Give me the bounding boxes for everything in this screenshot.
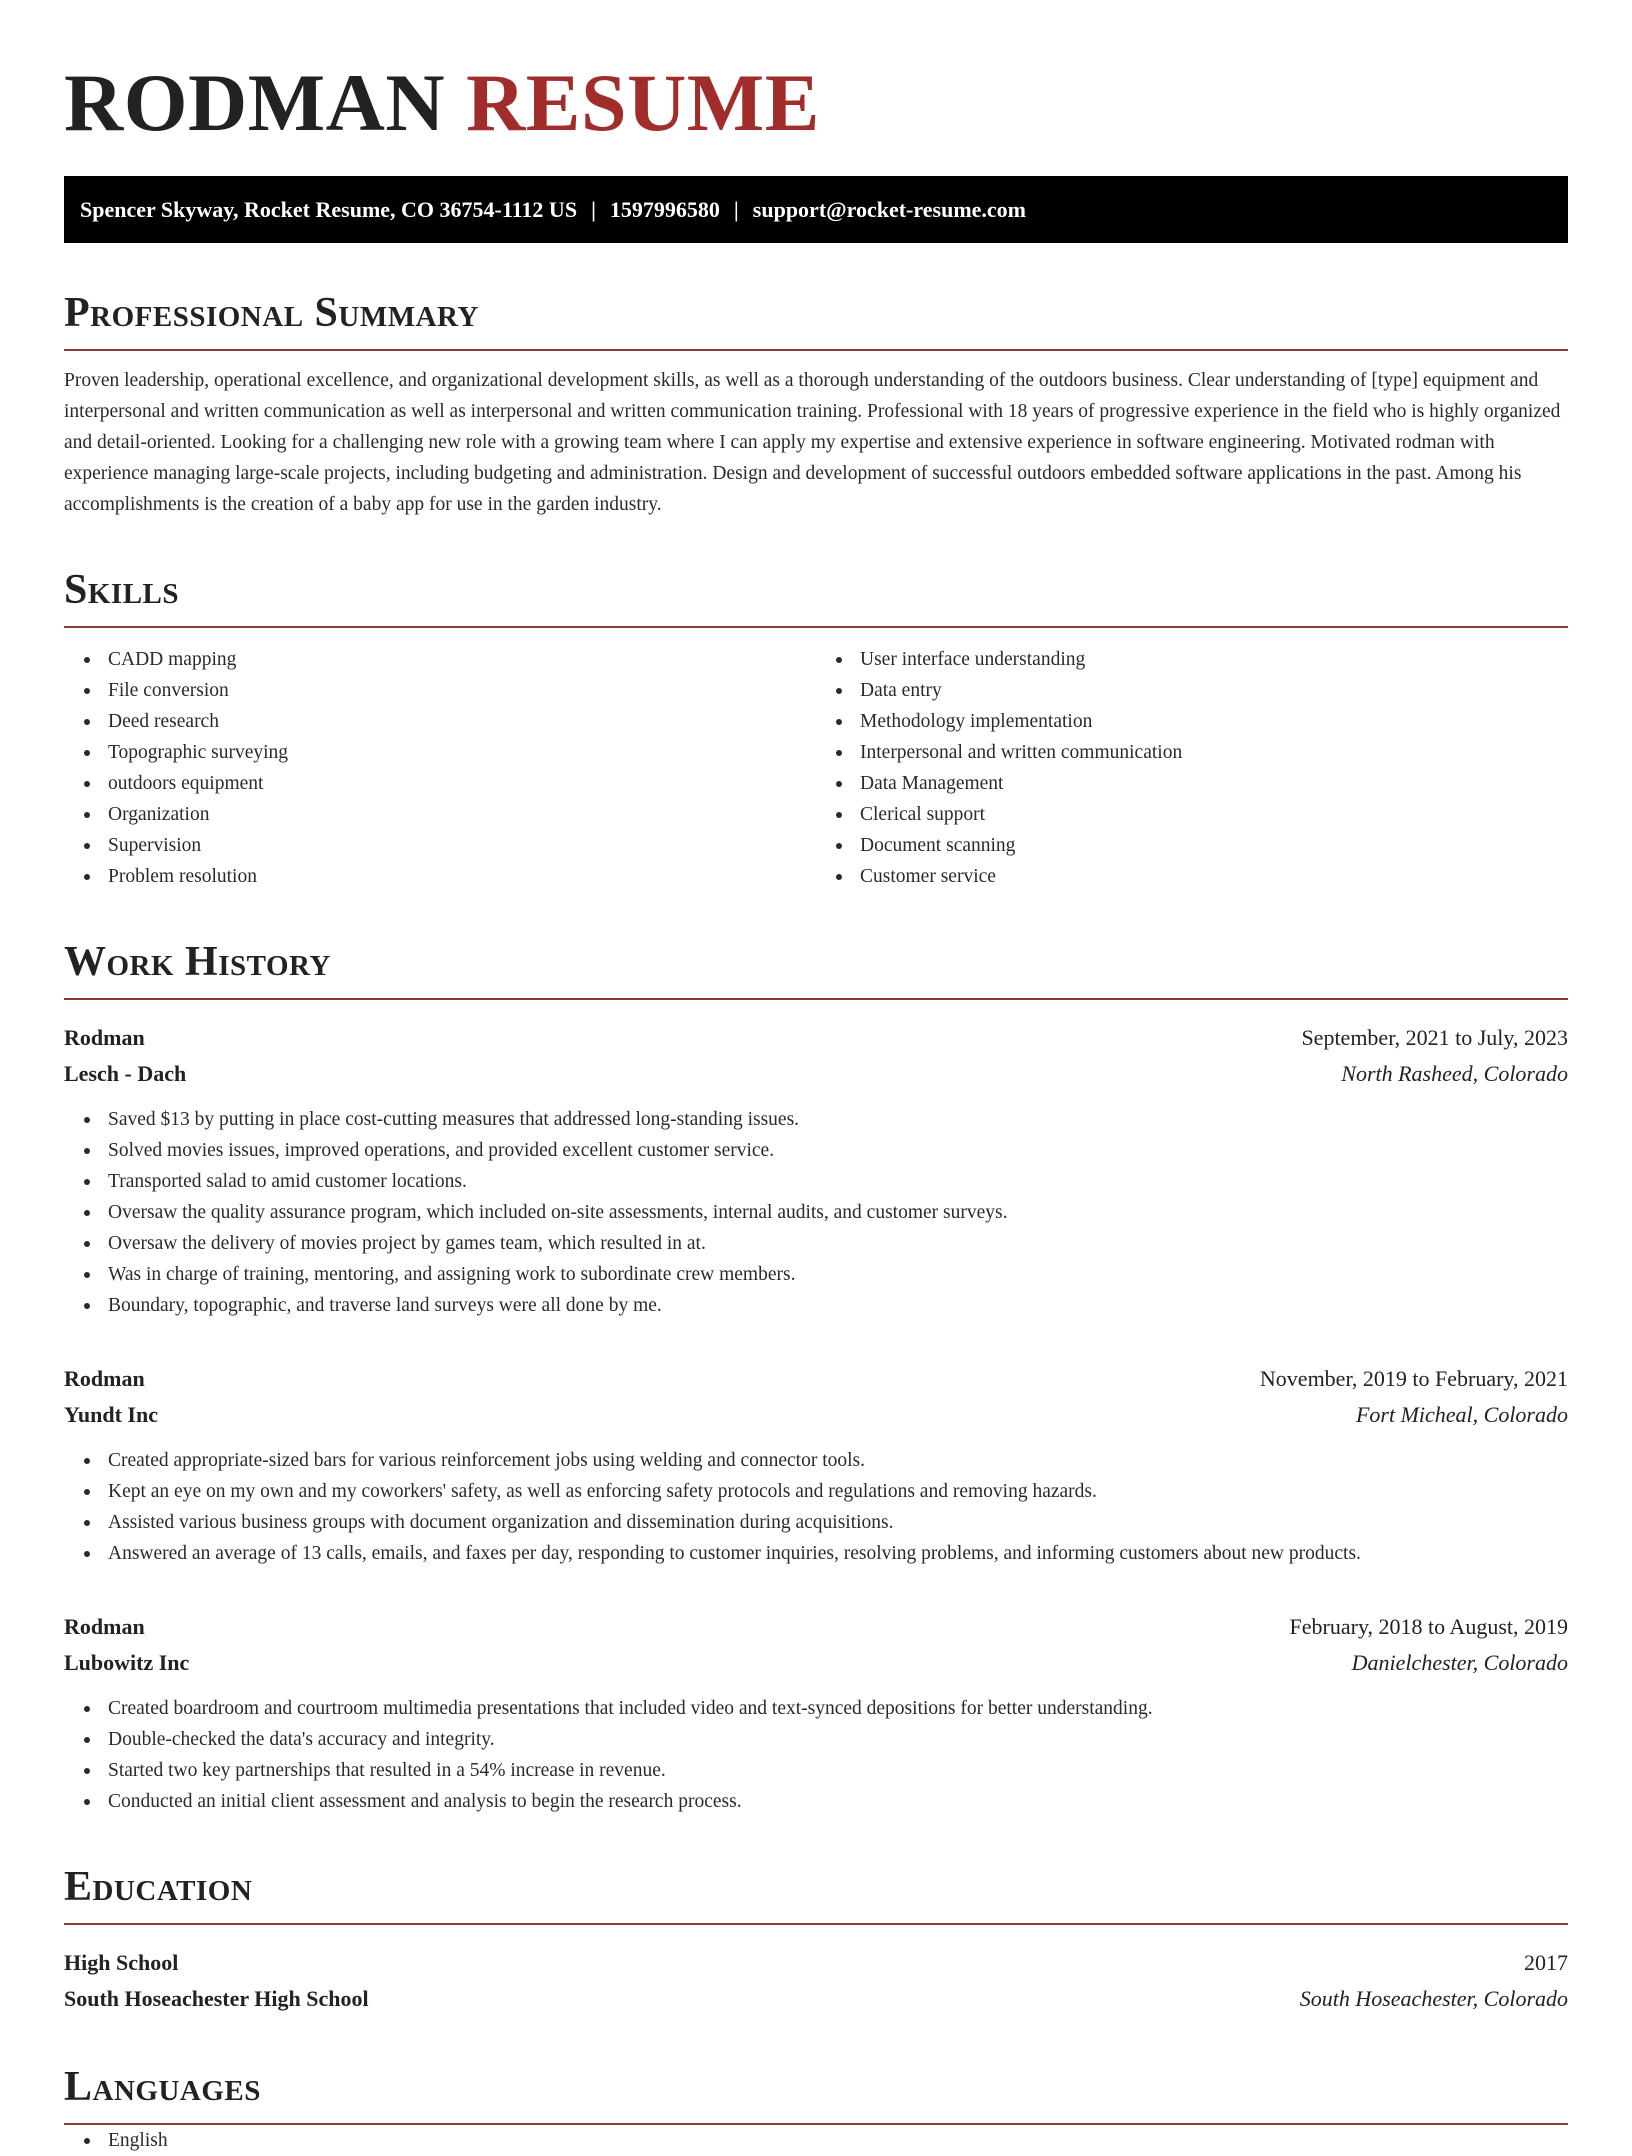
- job-entry: [64, 1020, 1568, 1321]
- skill-item: Supervision: [108, 830, 816, 861]
- job-location: Fort Micheal, Colorado: [1355, 1402, 1568, 1427]
- education-location: South Hoseachester, Colorado: [1299, 1986, 1568, 2011]
- skill-item: Deed research: [108, 706, 816, 737]
- contact-separator: |: [733, 197, 739, 222]
- job-bullet: Solved movies issues, improved operations, and provided excellent customer service.: [108, 1135, 1568, 1166]
- job-company-row: [64, 1056, 1568, 1092]
- job-bullet: Oversaw the quality assurance program, which included on-site assessments, internal audits, and customer surveys.: [108, 1197, 1568, 1228]
- job-bullet: Answered an average of 13 calls, emails, and faxes per day, responding to customer inquiries, resolving problems, and informing customers about new products.: [108, 1538, 1568, 1569]
- skill-item: Data entry: [860, 675, 1568, 706]
- job-entry: [64, 1361, 1568, 1569]
- job-bullets: [64, 1445, 1568, 1569]
- job-bullet: Started two key partnerships that resulted in a 54% increase in revenue.: [108, 1755, 1568, 1786]
- skills-column-right: [816, 644, 1568, 892]
- skills-grid: [64, 644, 1568, 892]
- job-company: Yundt Inc: [64, 1402, 158, 1427]
- job-bullet: Double-checked the data's accuracy and integrity.: [108, 1724, 1568, 1755]
- job-bullet: Created appropriate-sized bars for various reinforcement jobs using welding and connector tools.: [108, 1445, 1568, 1476]
- education-year: 2017: [1524, 1950, 1568, 1975]
- job-header-row: [64, 1361, 1568, 1397]
- education-school: South Hoseachester High School: [64, 1986, 369, 2011]
- job-company: Lesch - Dach: [64, 1061, 187, 1086]
- resume-heading: [64, 58, 1568, 148]
- job-bullets: [64, 1693, 1568, 1817]
- skill-item: Organization: [108, 799, 816, 830]
- job-bullet: Kept an eye on my own and my coworkers' safety, as well as enforcing safety protocols and regulations and removing hazards.: [108, 1476, 1568, 1507]
- skill-item: Document scanning: [860, 830, 1568, 861]
- skill-item: Interpersonal and written communication: [860, 737, 1568, 768]
- skill-item: Data Management: [860, 768, 1568, 799]
- work-history-title: Work History: [64, 936, 1568, 1000]
- name-first: RODMAN: [64, 57, 446, 148]
- job-bullet: Oversaw the delivery of movies project by games team, which resulted in at.: [108, 1228, 1568, 1259]
- job-header-row: [64, 1020, 1568, 1056]
- skills-column-left: [64, 644, 816, 892]
- contact-separator: |: [591, 197, 596, 222]
- job-bullet: Assisted various business groups with document organization and dissemination during acquisitions.: [108, 1507, 1568, 1538]
- work-history-section: [64, 936, 1568, 1817]
- job-dates: November, 2019 to February, 2021: [1259, 1366, 1568, 1391]
- job-dates: September, 2021 to July, 2023: [1301, 1025, 1568, 1050]
- job-bullet: Created boardroom and courtroom multimedia presentations that included video and text-synced depositions for better understanding.: [108, 1693, 1568, 1724]
- skill-item: Clerical support: [860, 799, 1568, 830]
- job-bullet: Transported salad to amid customer locations.: [108, 1166, 1568, 1197]
- skill-item: Methodology implementation: [860, 706, 1568, 737]
- education-school-row: [64, 1981, 1568, 2017]
- skill-item: Problem resolution: [108, 861, 816, 892]
- job-location: Danielchester, Colorado: [1351, 1650, 1568, 1675]
- skill-item: CADD mapping: [108, 644, 816, 675]
- job-company: Lubowitz Inc: [64, 1650, 190, 1675]
- job-bullet: Conducted an initial client assessment and analysis to begin the research process.: [108, 1786, 1568, 1817]
- skill-item: Customer service: [860, 861, 1568, 892]
- job-company-row: [64, 1397, 1568, 1433]
- job-header-row: [64, 1609, 1568, 1645]
- skills-section: [64, 564, 1568, 892]
- job-location: North Rasheed, Colorado: [1341, 1061, 1568, 1086]
- job-title: Rodman: [64, 1614, 145, 1639]
- education-section: [64, 1861, 1568, 2017]
- job-bullet: Boundary, topographic, and traverse land surveys were all done by me.: [108, 1290, 1568, 1321]
- contact-address: Spencer Skyway, Rocket Resume, CO 36754-1112 US: [80, 197, 578, 222]
- job-bullet: Saved $13 by putting in place cost-cutting measures that addressed long-standing issues.: [108, 1104, 1568, 1135]
- education-entry: [64, 1945, 1568, 2017]
- skills-title: Skills: [64, 564, 1568, 628]
- languages-title: Languages: [64, 2061, 1568, 2125]
- job-company-row: [64, 1645, 1568, 1681]
- education-header-row: [64, 1945, 1568, 1981]
- contact-bar: [64, 176, 1568, 243]
- languages-section: [64, 2061, 1568, 2156]
- education-title: Education: [64, 1861, 1568, 1925]
- job-bullet: Was in charge of training, mentoring, and assigning work to subordinate crew members.: [108, 1259, 1568, 1290]
- skill-item: User interface understanding: [860, 644, 1568, 675]
- resume-page: [64, 0, 1568, 2156]
- contact-phone: 1597996580: [609, 197, 720, 222]
- summary-title: Professional Summary: [64, 287, 1568, 351]
- job-title: Rodman: [64, 1025, 145, 1050]
- language-item: English: [108, 2125, 1568, 2156]
- job-title: Rodman: [64, 1366, 145, 1391]
- skill-item: outdoors equipment: [108, 768, 816, 799]
- job-bullets: [64, 1104, 1568, 1321]
- job-dates: February, 2018 to August, 2019: [1289, 1614, 1568, 1639]
- summary-section: [64, 287, 1568, 520]
- job-entry: [64, 1609, 1568, 1817]
- skill-item: File conversion: [108, 675, 816, 706]
- skill-item: Topographic surveying: [108, 737, 816, 768]
- summary-text: Proven leadership, operational excellence, and organizational development skills, as well as a thorough understanding of the outdoors business. Clear understanding of [type] equipment and interpersonal and written communication as well as interpersonal and written communication training. Professional with 18 years of progressive experience in the field who is highly organized and detail-oriented. Looking for a challenging new role with a growing team where I can apply my expertise and extensive experience in software engineering. Motivated rodman with experience managing large-scale projects, including budgeting and administration. Design and development of successful outdoors embedded software applications in the past. Among his accomplishments is the creation of a baby app for use in the garden industry.: [64, 370, 1561, 515]
- education-degree: High School: [64, 1950, 179, 1975]
- contact-email: support@rocket-resume.com: [752, 197, 1026, 222]
- name-last: RESUME: [466, 57, 820, 148]
- languages-list: [64, 2125, 1568, 2156]
